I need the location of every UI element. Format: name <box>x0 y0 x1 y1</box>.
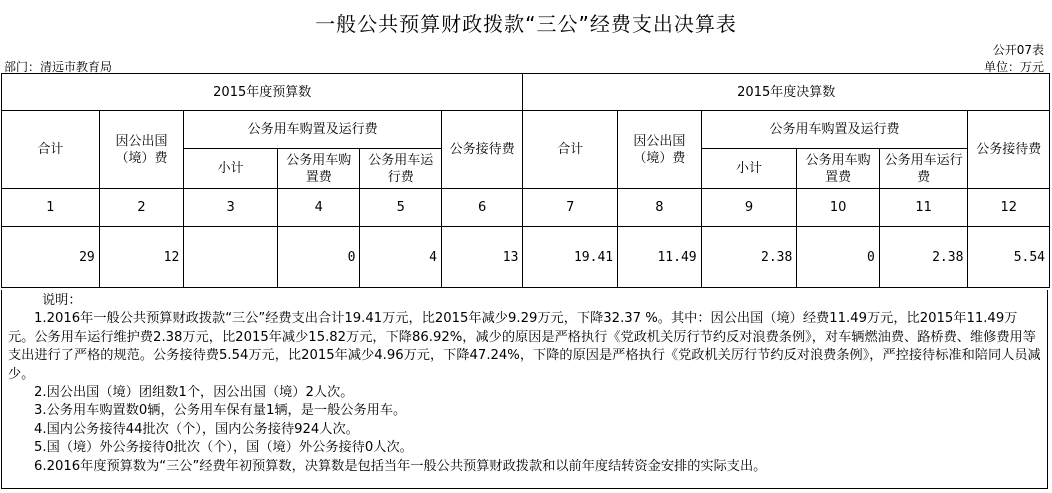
final-vehicle-operation-value: 2.38 <box>879 227 968 288</box>
budget-vehicle-operation-header: 公务用车运行费 <box>360 149 441 189</box>
column-number: 3 <box>184 189 278 227</box>
header-row <box>2 111 1050 149</box>
budget-subtotal-header: 小计 <box>184 149 278 189</box>
final-total-header: 合计 <box>523 111 618 189</box>
final-vehicle-purchase-header: 公务用车购置费 <box>797 149 879 189</box>
budget-subtotal-value <box>184 227 278 288</box>
final-overseas-header: 因公出国（境）费 <box>618 111 702 189</box>
final-vehicle-group-header: 公务用车购置及运行费 <box>701 111 968 149</box>
final-vehicle-purchase-value: 0 <box>797 227 879 288</box>
column-number: 1 <box>2 189 100 227</box>
column-number: 11 <box>879 189 968 227</box>
budget-total-value: 29 <box>2 227 100 288</box>
column-number: 9 <box>701 189 797 227</box>
budget-overseas-value: 12 <box>99 227 184 288</box>
column-number-row <box>2 189 1050 227</box>
final-total-value: 19.41 <box>523 227 618 288</box>
budget-overseas-header: 因公出国（境）费 <box>99 111 184 189</box>
note-item: 1.2016年一般公共预算财政拨款“三公”经费支出合计19.41万元，比2015年减少9.29万元，下降32.37 %。其中：因公出国（境）经费11.49万元，比2015年11.49万元。公务用车运行维护费2.38万元，比2015年减少15.82万元，下降86.92%，减少的原因是严格执行《党政机关厉行节约反对浪费条例》，对车辆燃油费、路桥费、维修费用等支出进行了严格的规范。公务接待费5.54万元，比2015年减少4.96万元，下降47.24%，下降的原因是严格执行《党政机关厉行节约反对浪费条例》，严控接待标准和陪同人员减少。 <box>8 311 1041 382</box>
unit-label: 单位：万元 <box>983 60 1044 74</box>
column-number: 7 <box>523 189 618 227</box>
budget-vehicle-purchase-header: 公务用车购置费 <box>277 149 359 189</box>
budget-reception-value: 13 <box>441 227 522 288</box>
page-title: 一般公共预算财政拨款“三公”经费支出决算表 <box>315 12 737 36</box>
value-row <box>2 227 1050 288</box>
column-number: 4 <box>277 189 359 227</box>
notes-section <box>1 290 1048 489</box>
column-number: 10 <box>797 189 879 227</box>
department-label: 部门：清远市教育局 <box>4 60 113 74</box>
final-vehicle-operation-header: 公务用车运行费 <box>879 149 968 189</box>
budget-vehicle-operation-value: 4 <box>360 227 441 288</box>
final-subtotal-value: 2.38 <box>701 227 797 288</box>
final-reception-header: 公务接待费 <box>968 111 1050 189</box>
note-item: 6.2016年度预算数为“三公”经费年初预算数，决算数是包括当年一般公共预算财政拨款和以前年度结转资金安排的实际支出。 <box>34 458 767 474</box>
column-number: 2 <box>99 189 184 227</box>
table-code: 公开07表 <box>992 43 1044 57</box>
notes-heading: 说明： <box>42 293 82 308</box>
note-item: 5.国（境）外公务接待0批次（个），国（境）外公务接待0人次。 <box>34 440 413 456</box>
note-item: 3.公务用车购置数0辆，公务用车保有量1辆，是一般公务用车。 <box>34 403 407 419</box>
final-overseas-value: 11.49 <box>618 227 702 288</box>
budget-total-header: 合计 <box>2 111 100 189</box>
column-number: 12 <box>968 189 1050 227</box>
group-header-row <box>2 74 1050 111</box>
budget-vehicle-purchase-value: 0 <box>277 227 359 288</box>
final-group-header: 2015年度决算数 <box>523 74 1050 111</box>
expenditure-table <box>1 73 1050 288</box>
column-number: 5 <box>360 189 441 227</box>
budget-vehicle-group-header: 公务用车购置及运行费 <box>184 111 442 149</box>
final-subtotal-header: 小计 <box>701 149 797 189</box>
note-item: 4.国内公务接待44批次（个），国内公务接待924人次。 <box>34 421 359 437</box>
final-reception-value: 5.54 <box>968 227 1050 288</box>
budget-group-header: 2015年度预算数 <box>2 74 523 111</box>
budget-reception-header: 公务接待费 <box>441 111 522 189</box>
column-number: 6 <box>441 189 522 227</box>
note-item: 2.因公出国（境）团组数1个，因公出国（境）2人次。 <box>34 385 354 401</box>
column-number: 8 <box>618 189 702 227</box>
